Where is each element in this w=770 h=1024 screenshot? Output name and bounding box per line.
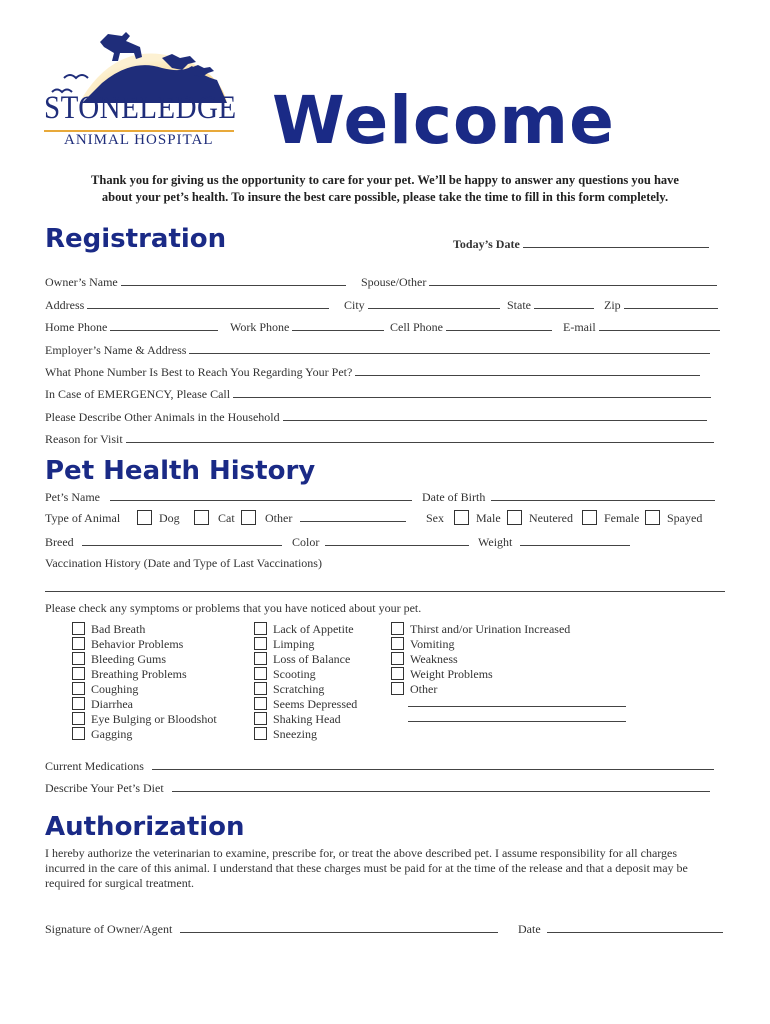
symptom-item[interactable] xyxy=(72,682,138,697)
symptom-checkbox[interactable] xyxy=(391,637,404,650)
symptom-item[interactable] xyxy=(254,697,357,712)
weight-label: Weight xyxy=(478,535,513,549)
current-meds-label: Current Medications xyxy=(45,759,144,773)
weight-field[interactable] xyxy=(478,534,630,550)
symptom-item[interactable] xyxy=(254,712,341,727)
other-animal-label: Other xyxy=(265,511,293,525)
symptom-checkbox[interactable] xyxy=(254,682,267,695)
color-field[interactable] xyxy=(292,534,469,550)
intro-line-1: Thank you for giving us the opportunity to care for your pet. We’ll be happy to answer any questions you have xyxy=(91,173,679,187)
employer-field[interactable] xyxy=(45,342,710,358)
best-phone-field[interactable] xyxy=(45,364,700,380)
logo-subtitle: ANIMAL HOSPITAL xyxy=(64,132,214,148)
symptom-label: Seems Depressed xyxy=(273,697,358,711)
symptom-label: Scratching xyxy=(273,682,325,696)
emergency-label: In Case of EMERGENCY, Please Call xyxy=(45,387,231,401)
symptom-checkbox[interactable] xyxy=(72,652,85,665)
cat-option[interactable] xyxy=(194,510,235,526)
owners-name-label: Owner’s Name xyxy=(45,275,118,289)
symptom-label: Bleeding Gums xyxy=(91,652,166,666)
hospital-logo xyxy=(42,28,237,158)
symptom-checkbox[interactable] xyxy=(72,667,85,680)
symptom-item[interactable] xyxy=(254,682,324,697)
symptom-label: Sneezing xyxy=(273,727,317,741)
symptom-item[interactable] xyxy=(254,622,354,637)
authorization-heading: Authorization xyxy=(45,812,245,842)
spayed-checkbox[interactable] xyxy=(645,510,660,525)
female-option[interactable] xyxy=(582,510,639,526)
city-field[interactable] xyxy=(344,297,500,313)
dog-checkbox[interactable] xyxy=(137,510,152,525)
symptoms-prompt: Please check any symptoms or problems that you have noticed about your pet. xyxy=(45,601,422,615)
best-phone-label: What Phone Number Is Best to Reach You Regarding Your Pet? xyxy=(45,365,353,379)
symptom-checkbox[interactable] xyxy=(254,637,267,650)
symptom-checkbox[interactable] xyxy=(72,697,85,710)
symptom-label: Coughing xyxy=(91,682,139,696)
intro-line-2: about your pet’s health. To insure the best care possible, please take the time to fill in this form completely. xyxy=(101,190,669,204)
welcome-title: Welcome xyxy=(272,82,615,159)
breed-field[interactable] xyxy=(45,534,282,550)
employer-label: Employer’s Name & Address xyxy=(45,343,187,357)
type-of-animal-label: Type of Animal xyxy=(45,511,121,525)
symptom-label: Limping xyxy=(273,637,315,651)
symptom-item[interactable] xyxy=(254,667,316,682)
symptom-checkbox[interactable] xyxy=(254,712,267,725)
work-phone-label: Work Phone xyxy=(230,320,290,334)
symptom-label: Vomiting xyxy=(410,637,455,651)
symptom-item[interactable] xyxy=(391,637,454,652)
home-phone-label: Home Phone xyxy=(45,320,108,334)
symptom-label: Weakness xyxy=(410,652,458,666)
symptom-label: Diarrhea xyxy=(91,697,133,711)
spayed-option[interactable] xyxy=(645,510,702,526)
symptom-checkbox[interactable] xyxy=(391,622,404,635)
authorization-line-2: incurred in the care of this animal. I understand that these charges must be paid for at the time of the release and that a deposit may be xyxy=(45,861,688,875)
vaccination-line[interactable] xyxy=(45,591,725,592)
symptom-item[interactable] xyxy=(72,727,132,742)
todays-date-label: Today’s Date xyxy=(453,237,520,251)
symptom-label: Thirst and/or Urination Increased xyxy=(410,622,571,636)
male-checkbox[interactable] xyxy=(454,510,469,525)
authorization-text xyxy=(45,846,735,891)
symptom-checkbox[interactable] xyxy=(72,727,85,740)
symptom-checkbox[interactable] xyxy=(254,622,267,635)
symptom-label: Eye Bulging or Bloodshot xyxy=(91,712,217,726)
sex-label: Sex xyxy=(426,511,444,525)
symptom-item[interactable] xyxy=(391,667,493,682)
color-label: Color xyxy=(292,535,320,549)
symptom-label: Behavior Problems xyxy=(91,637,184,651)
spouse-other-label: Spouse/Other xyxy=(361,275,427,289)
emergency-field[interactable] xyxy=(45,386,711,402)
cell-phone-field[interactable] xyxy=(390,319,552,335)
symptom-checkbox[interactable] xyxy=(72,637,85,650)
zip-field[interactable] xyxy=(604,297,718,313)
symptom-checkbox[interactable] xyxy=(254,667,267,680)
symptom-label: Weight Problems xyxy=(410,667,493,681)
signature-date-field[interactable] xyxy=(518,921,723,937)
neutered-option[interactable] xyxy=(507,510,573,526)
female-label: Female xyxy=(604,511,640,525)
symptom-checkbox[interactable] xyxy=(391,652,404,665)
city-label: City xyxy=(344,298,365,312)
symptom-checkbox[interactable] xyxy=(254,652,267,665)
state-field[interactable] xyxy=(507,297,594,313)
signature-field[interactable] xyxy=(45,921,498,937)
symptom-item[interactable] xyxy=(72,652,166,667)
male-label: Male xyxy=(476,511,501,525)
cell-phone-label: Cell Phone xyxy=(390,320,443,334)
owners-name-field[interactable] xyxy=(45,274,346,290)
symptom-checkbox[interactable] xyxy=(72,712,85,725)
authorization-line-1: I hereby authorize the veterinarian to examine, prescribe for, or treat the above described pet. I assume responsibility for all charges xyxy=(45,846,678,860)
address-label: Address xyxy=(45,298,85,312)
other-symptom-line-2[interactable] xyxy=(408,721,626,722)
symptom-checkbox[interactable] xyxy=(72,682,85,695)
symptom-checkbox[interactable] xyxy=(254,697,267,710)
cat-label: Cat xyxy=(218,511,235,525)
spouse-other-field[interactable] xyxy=(361,274,717,290)
symptom-label: Scooting xyxy=(273,667,316,681)
current-meds-field[interactable] xyxy=(45,758,714,774)
neutered-checkbox[interactable] xyxy=(507,510,522,525)
neutered-label: Neutered xyxy=(529,511,573,525)
reason-label: Reason for Visit xyxy=(45,432,123,446)
pets-name-label: Pet’s Name xyxy=(45,490,100,504)
dog-option[interactable] xyxy=(137,510,180,526)
symptom-label: Lack of Appetite xyxy=(273,622,354,636)
symptom-item[interactable] xyxy=(391,622,570,637)
work-phone-field[interactable] xyxy=(230,319,384,335)
symptom-item[interactable] xyxy=(72,622,145,637)
diet-label: Describe Your Pet’s Diet xyxy=(45,781,164,795)
female-checkbox[interactable] xyxy=(582,510,597,525)
todays-date-field[interactable] xyxy=(453,236,709,252)
symptom-label: Loss of Balance xyxy=(273,652,351,666)
reason-field[interactable] xyxy=(45,431,714,447)
state-label: State xyxy=(507,298,531,312)
vaccination-label: Vaccination History (Date and Type of Last Vaccinations) xyxy=(45,556,322,570)
authorization-line-3: required for surgical treatment. xyxy=(45,876,195,890)
dog-label: Dog xyxy=(159,511,180,525)
symptom-item[interactable] xyxy=(72,712,217,727)
pet-health-heading: Pet Health History xyxy=(45,456,316,486)
email-label: E-mail xyxy=(563,320,596,334)
symptom-item[interactable] xyxy=(72,697,133,712)
symptom-checkbox[interactable] xyxy=(391,682,404,695)
symptom-item[interactable] xyxy=(72,667,187,682)
breed-label: Breed xyxy=(45,535,74,549)
symptom-item[interactable] xyxy=(254,637,314,652)
symptom-checkbox[interactable] xyxy=(391,667,404,680)
other-animals-label: Please Describe Other Animals in the Household xyxy=(45,410,280,424)
symptom-item[interactable] xyxy=(72,637,183,652)
intro-text xyxy=(0,172,770,206)
symptom-checkbox[interactable] xyxy=(72,622,85,635)
other-animals-field[interactable] xyxy=(45,409,707,425)
home-phone-field[interactable] xyxy=(45,319,218,335)
dob-label: Date of Birth xyxy=(422,490,486,504)
spayed-label: Spayed xyxy=(667,511,703,525)
other-symptom-line-1[interactable] xyxy=(408,706,626,707)
signature-date-label: Date xyxy=(518,922,541,936)
male-option[interactable] xyxy=(454,510,501,526)
other-animal-checkbox[interactable] xyxy=(241,510,256,525)
symptom-label: Shaking Head xyxy=(273,712,341,726)
zip-label: Zip xyxy=(604,298,621,312)
symptom-label: Gagging xyxy=(91,727,133,741)
symptom-item[interactable] xyxy=(391,682,443,697)
signature-label: Signature of Owner/Agent xyxy=(45,922,173,936)
symptom-item[interactable] xyxy=(254,652,350,667)
diet-field[interactable] xyxy=(45,780,710,796)
symptom-item[interactable] xyxy=(391,652,458,667)
registration-heading: Registration xyxy=(45,224,227,254)
dob-field[interactable] xyxy=(422,489,715,505)
symptom-label: Breathing Problems xyxy=(91,667,187,681)
logo-name: STONELEDGE xyxy=(44,90,237,126)
address-field[interactable] xyxy=(45,297,329,313)
symptom-item[interactable] xyxy=(254,727,317,742)
symptom-label: Bad Breath xyxy=(91,622,146,636)
email-field[interactable] xyxy=(563,319,720,335)
pets-name-field[interactable] xyxy=(45,489,412,505)
symptom-label: Other xyxy=(410,682,438,696)
symptom-checkbox[interactable] xyxy=(254,727,267,740)
cat-checkbox[interactable] xyxy=(194,510,209,525)
other-animal-option[interactable] xyxy=(241,510,406,526)
